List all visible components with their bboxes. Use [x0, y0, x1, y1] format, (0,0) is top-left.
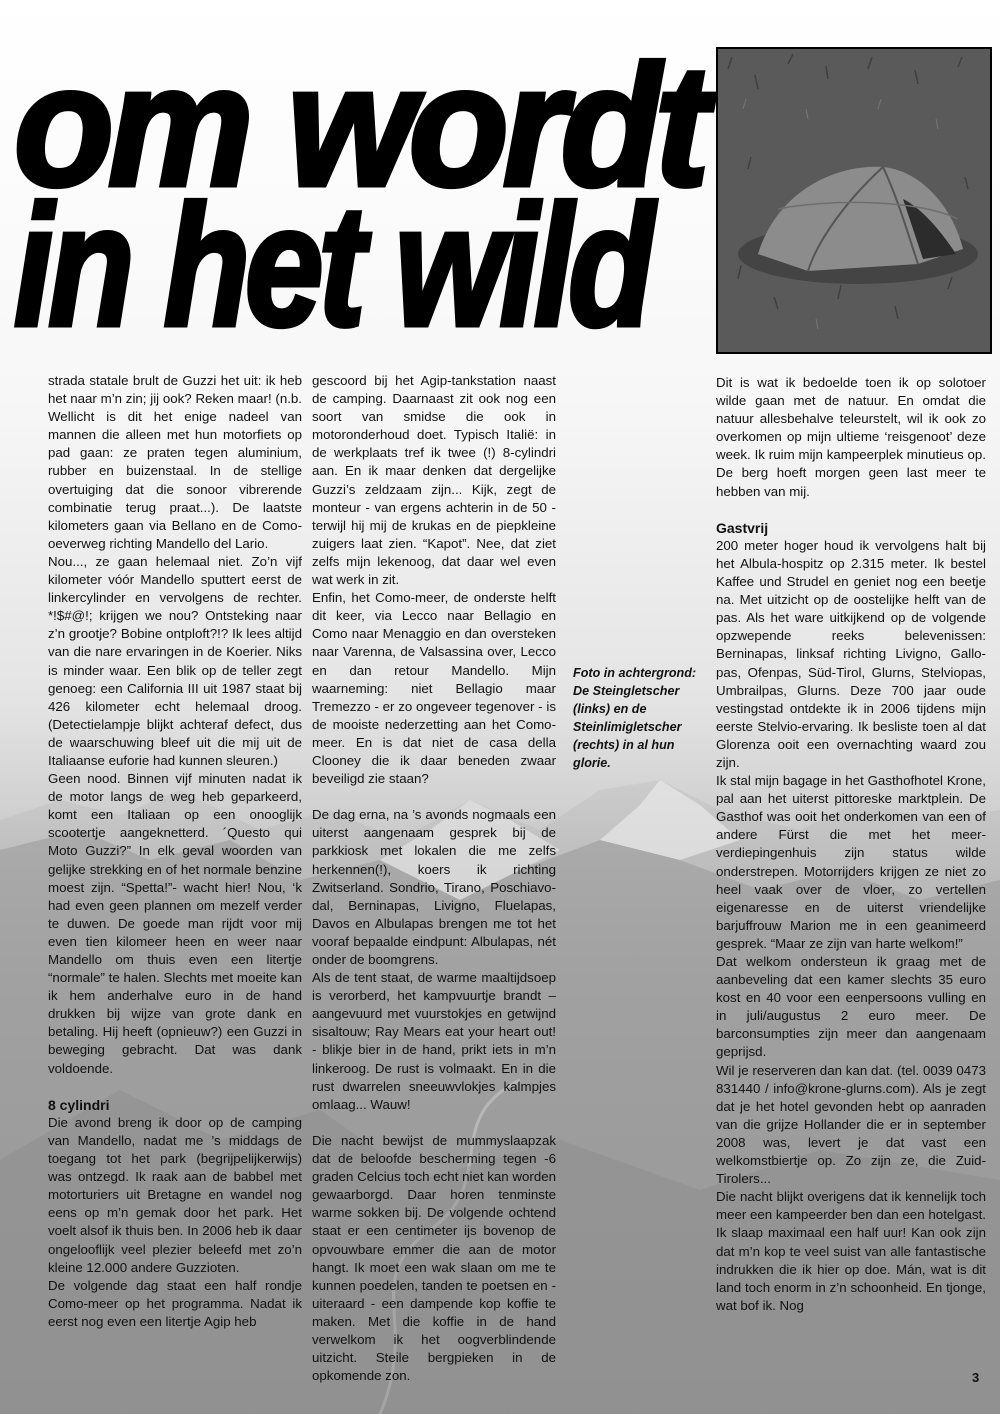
paragraph: Enfin, het Como-meer, de onderste helft dit keer, via Lecco naar Bellagio en Como naar Menaggio en dan oversteken naar Varenna, de Valsassina over, Lecco en dan retour Mandello. Mijn waarneming: niet Bellagio maar Tremezzo - er zo ongeveer tegenover - is de mooiste nederzetting aan het Como-meer. En is dat niet de casa della Clooney die ik daar beneden zwaar beveiligd zie staan? [312, 590, 556, 787]
paragraph: Dit is wat ik bedoelde toen ik op solotoer wilde gaan met de natuur. En omdat die natuur allesbehalve teleurstelt, wil ik ook zo overkomen op mijn ultieme ‘reisgenoot’ deze week. Ik ruim mijn kampeerplek minutieus op. De berg hoeft morgen geen last meer te hebben van mij. [716, 375, 986, 499]
paragraph: strada statale brult de Guzzi het uit: ik heb het naar m’n zin; jij ook? Reken maar! (n.b. Wellicht is dit het enige nadeel van mannen die alleen met hun motorfiets op pad gaan: ze praten tegen aluminium, rubber en buizenstaal. In de stellige overtuiging dat die sonoor vibrerende combinatie terug praat...). De laatste kilometers gaan via Bellano en de Como-oeverweg richting Mandello del Lario. [48, 373, 302, 551]
paragraph: Die avond breng ik door op de camping van Mandello, nadat me ’s middags de toegang tot het park (begrijpelijkerwijs) was ontzegd. Ik raak aan de babbel met motorturiers uit Bretagne en wandel nog eens op m’n gemak door het park. Het voelt alsof ik thuis ben. In 2006 heb ik daar ongelooflijk veel plezier beleefd met zo’n kleine 12.000 andere Guzzioten. [48, 1114, 302, 1275]
paragraph: Wil je reserveren dan kan dat. (tel. 0039 0473 831440 / info@krone-glurns.com). Als je zegt dat je het hotel gevonden hebt op aanraden van die grijze Hollander die er in september 2008 was, levert je dat vast een welkomstbiertje op. Zo zijn ze, die Zuid-Tirolers... [716, 1062, 986, 1187]
article-column-2 [312, 372, 556, 1385]
paragraph: Dat welkom ondersteun ik graag met de aanbeveling dat een kamer slechts 35 euro kost en 40 voor een eenpersoons vulling en in juli/augustus 2 euro meer. De barconsumpties zijn meer dan aangenaam geprijsd. [716, 954, 986, 1060]
section-heading: 8 cylindri [48, 1096, 110, 1113]
page-number: 3 [972, 1370, 980, 1385]
article-column-3 [716, 374, 986, 1315]
headline-line-1: om wordt [14, 30, 704, 222]
paragraph: Die nacht bewijst de mummyslaapzak dat de beloofde bescherming tegen -6 graden Celcius toch echt niet kan worden gewaarborgd. Daar horen tenminste warme sokken bij. De volgende ochtend staat er een centimeter ijs bovenop de opvouwbare emmer die aan de motor hangt. Ik moet een wak slaan om me te kunnen poedelen, tanden te poetsen en - uiteraard - een dampende kop koffie te maken. Met die koffie in de hand verwelkom ik het oogverblindende uitzicht. Steile bergpieken in de opkomende zon. [312, 1132, 556, 1384]
paragraph: De dag erna, na ’s avonds nogmaals een uiterst aangenaam gesprek bij de parkkiosk met lokalen die me zelfs herkennen(!), koers ik richting Zwitserland. Sondrio, Tirano, Poschiavo-dal, Berninapas, Livigno, Fluelapas, Davos en Albulapas brengen me tot het vooraf bepaalde eindpunt: Albulapas, nét onder de boomgrens. [312, 807, 556, 967]
paragraph: Die nacht blijkt overigens dat ik kennelijk toch meer een kampeerder ben dan een hotelgast. Ik slaap maximaal een half uur! Kan ook zijn dat m’n kop te veel suist van alle fantastische indrukken die ik hier op doe. Mán, wat is dit land toch enorm in z’n schoonheid. En tjonge, wat bof ik. Nog [716, 1189, 986, 1313]
paragraph: Geen nood. Binnen vijf minuten nadat ik de motor langs de weg heb geparkeerd, komt een Italiaan op een onooglijk scootertje aangeknetterd. ´Questo qui Moto Guzzi?” In elk geval woorden van gelijke strekking en of het normale benzine moest zijn. “Spetta!”- wacht hier! Nou, ‘k had even geen plannen om mezelf verder te duwen. De goede man rijdt voor mij even tien kilomeer heen en weer naar Mandello om thuis even een litertje “normale” te halen. Slechts met moeite kan ik hem anderhalve euro in de hand drukken bij wijze van grote dank en betaling. Hij heeft (opnieuw?) een Guzzi in beweging gebracht. Dat was dank voldoende. [48, 771, 302, 1076]
paragraph: Nou..., ze gaan helemaal niet. Zo’n vijf kilometer vóór Mandello sputtert eerst de linkercylinder en vervolgens de rechter. *!$#@!; krijgen we nou? Ontsteking naar z’n grootje? Bobine ontploft?!? Ik lees altijd van die nare ervaringen in de Koerier. Niks is minder waar. Een blik op de teller zegt genoeg: een California III uit 1987 staat bij 426 kilometer echt helemaal droog. (Detectielampje blijkt achteraf defect, dus de waarschuwing bleef uit die mij uit de Italiaanse euforie had kunnen sleuren.) [48, 553, 302, 768]
photo-caption: Foto in achtergrond: De Steingletscher (links) en de Steinlimigletscher (rechts) in al hun glorie. [573, 666, 697, 770]
article-column-1 [48, 372, 302, 1331]
section-heading: Gastvrij [716, 519, 769, 536]
paragraph: Als de tent staat, de warme maaltijdsoep is verorberd, het kampvuurtje brandt – aangevuurd met vuurstokjes en getwijnd sisaltouw; Ray Mears eat your heart out! - blikje bier in de hand, prikt iets in m’n linkeroog. De rust is volmaakt. En in die rust dwarrelen sneeuwvlokjes kalmpjes omlaag... Wauw! [312, 970, 556, 1112]
headline-line-2: in het wild [14, 170, 650, 362]
paragraph: 200 meter hoger houd ik vervolgens halt bij het Albula-hospitz op 2.315 meter. Ik bestel Kaffee und Strudel en geniet nog een beetje na. Met uitzicht op de oostelijke helft van de pas. Als het ware uitkijkend op de volgende opzwepende reeks belevenissen: Berninapas, linksaf richting Livigno, Gallo-pas, Ofenpas, Süd-Tirol, Glurns, Stelviopas, Umbrailpas, Glurns. Deze 700 jaar oude vestingstad ontdekte ik in 2006 tijdens mijn eerste Stelvio-ervaring. Ik besliste toen al dat Glorenza ooit een overnachting waard zou zijn. [716, 537, 986, 770]
tent-photo [716, 47, 992, 354]
paragraph: gescoord bij het Agip-tankstation naast de camping. Daarnaast zit ook nog een soort van smidse die ook in motoronderhoud doet. Typisch Italië: in de werkplaats tref ik twee (!) 8-cylindri aan. En ik maar denken dat dergelijke Guzzi’s zeldzaam zijn... Kijk, zegt de monteur - van ergens achterin in de 50 - terwijl hij mij de krukas en de piepkleine zuigers laat zien. “Kapot”. Nee, dat ziet zelfs mijn lekenoog, dat daar wel even wat werk in zit. [312, 373, 556, 588]
paragraph: Ik stal mijn bagage in het Gasthofhotel Krone, pal aan het uiterst pittoreske marktplein. De Gasthof was ooit het onderkomen van een of andere Fürst die met het meer-verdiepingenhuis zijn status wilde onderstrepen. Motorrijders krijgen ze niet zo heel vaak over de vloer, zo vertellen eigenaresse en de uiterst vriendelijke barjuffrouw Marion me in een geanimeerd gesprek. “Maar ze zijn van harte welkom!” [716, 773, 986, 951]
paragraph: De volgende dag staat een half rondje Como-meer op het programma. Nadat ik eerst nog even een litertje Agip heb [48, 1277, 302, 1329]
